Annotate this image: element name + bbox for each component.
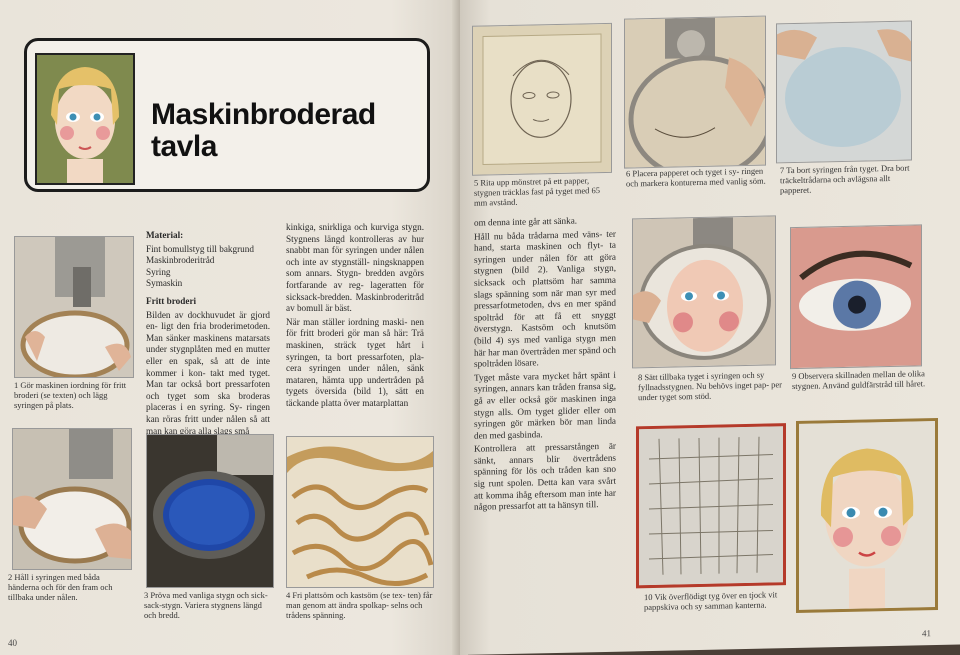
text-column-2 bbox=[286, 222, 424, 412]
col3-paragraph-4: Kontrollera att pressarstången är sänkt, annars blir övertrådens spänning för lös och tråden kan sno sig runt spolen. Detta kan vara svårt att komma ihåg eftersom man inte har någon pressarfot att ta hänsyn till. bbox=[474, 441, 616, 512]
caption-8: 8 Sätt tillbaka tyget i syringen och sy fyllnadsstygnen. Nu behövs inget pap- per under tyget som stöd. bbox=[638, 369, 782, 403]
photo-9-eye-closeup bbox=[790, 224, 922, 369]
photo-3-blue-stitches bbox=[146, 434, 274, 588]
col3-paragraph-3: Tyget måste vara mycket hårt spänt i syringen, annars kan tråden fransa sig, gå av eller också gör maskinen inga stygn alls. Om tyget glider eller om syringen gör märken bör man linda den med gasbinda. bbox=[474, 369, 616, 441]
text-column-3 bbox=[474, 215, 616, 516]
caption-1: 1 Gör maskinen iordning för fritt broderi (se texten) och lägg syringen på plats. bbox=[14, 380, 127, 410]
doll-portrait-image bbox=[35, 53, 135, 185]
photo-8-face-in-hoop bbox=[632, 215, 776, 368]
photo-2-hands-hoop bbox=[12, 428, 132, 570]
caption-5: 5 Rita upp mönstret på ett papper, stygnen träcklas fast på tyget med 65 mm avstånd. bbox=[474, 175, 601, 208]
materials-column bbox=[146, 230, 270, 439]
fritt-broderi-heading: Fritt broderi bbox=[146, 295, 197, 306]
caption-7: 7 Ta bort syringen från tyget. Dra bort träckeltrådarna och avlägsna allt papperet. bbox=[780, 162, 910, 196]
caption-9: 9 Observera skillnaden mellan de olika stygnen. Använd guldfärstråd till håret. bbox=[792, 368, 926, 392]
right-page bbox=[460, 0, 960, 655]
caption-3: 3 Pröva med vanliga stygn och sick- sack-stygn. Variera stygnens längd och bredd. bbox=[144, 590, 268, 620]
photo-4-knot-stitches bbox=[286, 436, 434, 588]
material-heading: Material: bbox=[146, 230, 184, 240]
photo-10-grid-stitches bbox=[636, 423, 786, 588]
photo-1-sewing-machine bbox=[14, 236, 134, 378]
col2-paragraph-1: kinkiga, snirkliga och kurviga stygn. Stygnens längd kontrolleras av hur snabbt man för syringen under nålen och inte av stygnställ- ningsknappen som annars. Stygn- bredden avgörs fortfarande av reg- lageratten för sicksack-bredden. Maskinbroderitråd av bomull är bäst. bbox=[286, 222, 424, 314]
col3-paragraph-1: om denna inte går att sänka. bbox=[474, 215, 578, 228]
material-item: Maskinbroderitråd bbox=[146, 255, 215, 266]
material-item: Syring bbox=[146, 266, 171, 277]
page-number-left: 40 bbox=[8, 638, 17, 648]
material-item: Fint bomullstyg till bakgrund bbox=[146, 243, 254, 254]
title-box bbox=[24, 38, 430, 192]
col3-paragraph-2: Håll nu båda trådarna med väns- ter hand, starta maskinen och flyt- ta syringen under nålen för att göra stygnen (bild 2). Vanliga stygn, sicksack och plattsöm har samma slags spänning som när man syr med pressarfotmetoden, dvs en mer spänd spoltråd för att få ett snyggt överstygn. Kastsöm och knutsöm (bild 4) sys med vanliga stygn men här har man övertråden mer spänd och spoltråden lösare. bbox=[474, 228, 616, 369]
photo-6-hoop-marking bbox=[624, 16, 766, 169]
col2-paragraph-2: När man ställer iordning maski- nen för fritt broderi gör man så här: Trä maskinen, sträck tyget hårt i syringen, ta bort pressarfoten, pla- cera syringen under nålen, sänk mataren, hämta upp undertråden på tygets översida (bild 1), sätt en täckande platta över matarplattan bbox=[286, 316, 424, 408]
caption-2: 2 Håll i syringen med båda händerna och för den fram och tillbaka under nålen. bbox=[8, 572, 113, 602]
caption-4: 4 Fri plattsöm och kastsöm (se tex- ten) får man genom att ändra spolkap- selns och trådens spänning. bbox=[286, 590, 433, 620]
photo-7-remove-hoop bbox=[776, 21, 912, 164]
photo-5-paper-pattern bbox=[472, 23, 612, 176]
page-number-right: 41 bbox=[922, 628, 931, 639]
page-title bbox=[151, 99, 376, 163]
left-page bbox=[0, 0, 460, 655]
caption-10: 10 Vik överflödigt tyg över en tjock vit pappskiva och sy samman kanterna. bbox=[644, 589, 778, 613]
photo-11-finished-picture bbox=[796, 418, 938, 613]
material-item: Symaskin bbox=[146, 278, 183, 289]
title-line-1: Maskinbroderad bbox=[151, 98, 376, 131]
caption-6: 6 Placera papperet och tyget i sy- ringen och markera konturerna med vanlig söm. bbox=[626, 165, 766, 189]
title-line-2: tavla bbox=[151, 130, 217, 163]
fritt-broderi-body: Bilden av dockhuvudet är gjord en- ligt den fria broderimetoden. Man sänker maskinens matarsats under stygnplåten med en mutter eller en spak, så att de inte kommer i kon- takt med tyget. Man tar också bort pressarfoten och tyget som ska broderas placeras i en syring. Sy- ringen kan röras fritt under nålen så att man kan göra alla slags små bbox=[146, 309, 270, 436]
